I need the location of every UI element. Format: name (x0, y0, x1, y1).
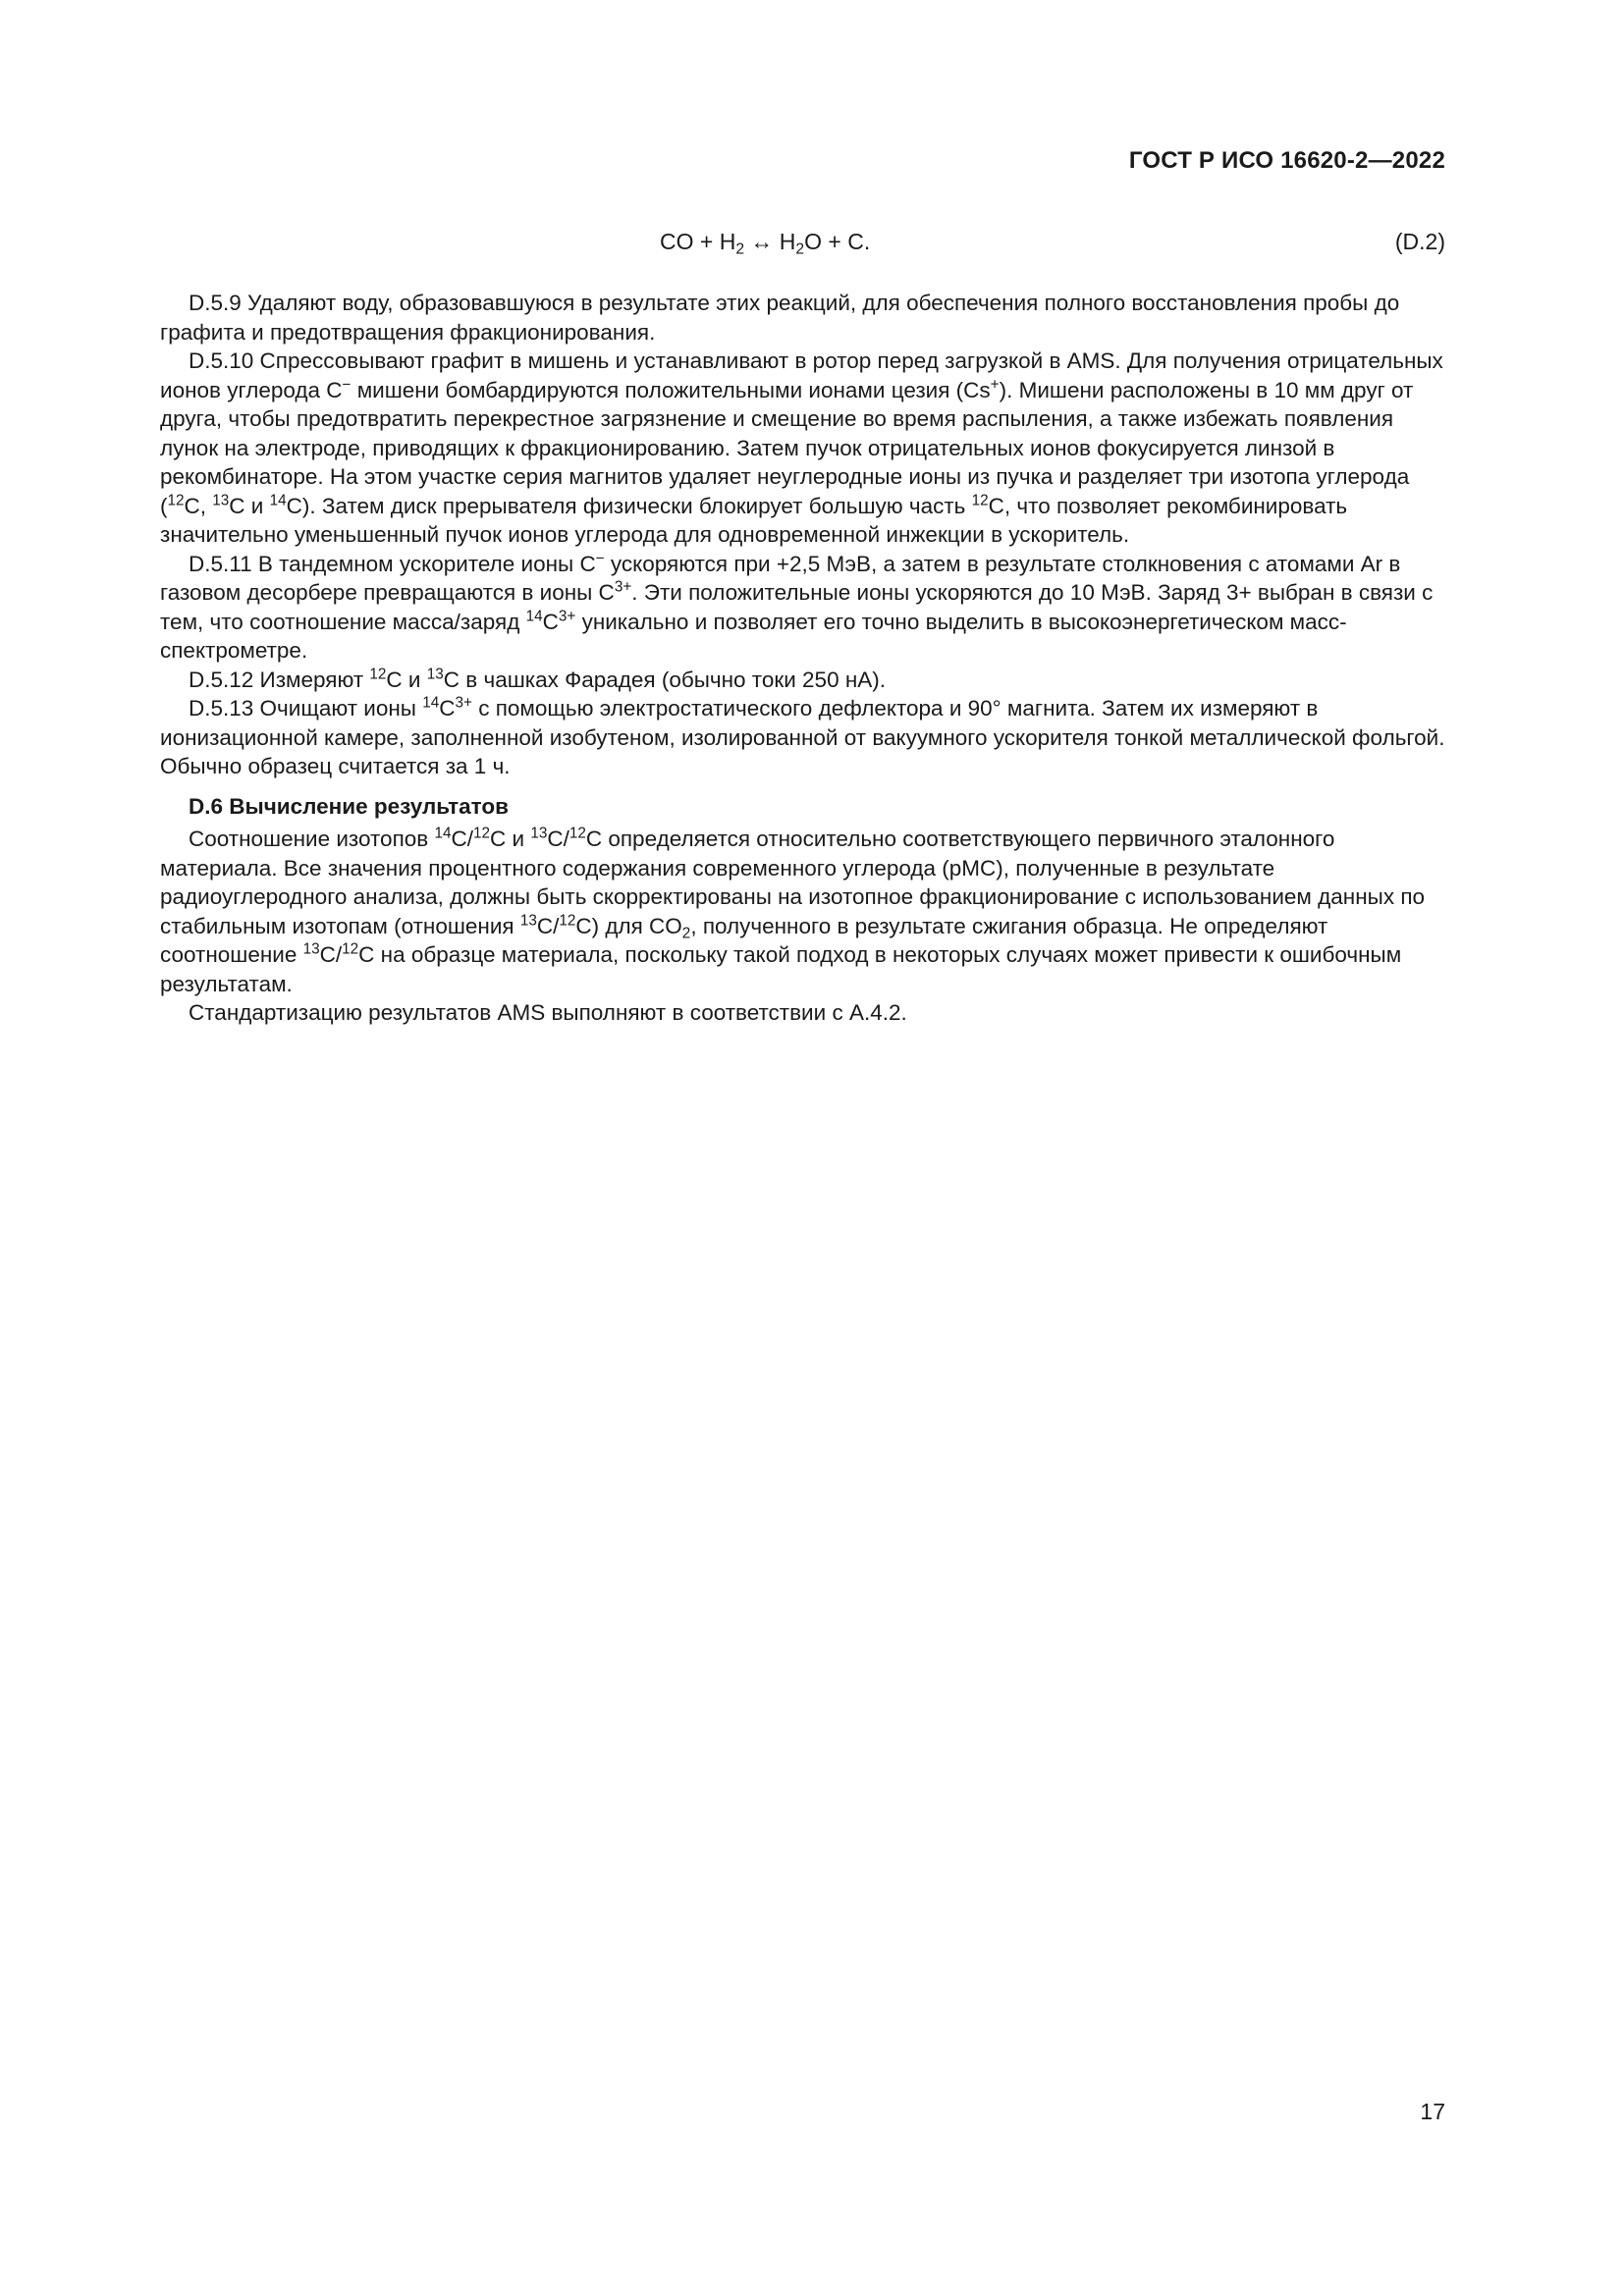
document-code-header: ГОСТ Р ИСО 16620-2—2022 (1128, 147, 1445, 174)
superscript: 12 (369, 666, 387, 683)
eq-rhs: O + C. (804, 229, 871, 254)
section-number: D.6 (189, 793, 224, 819)
text-run: Соотношение изотопов (189, 827, 435, 851)
paragraph-d-5-12 (160, 666, 1445, 695)
text-run: C (542, 609, 559, 634)
superscript: 12 (559, 912, 576, 930)
eq-sub: 2 (735, 240, 745, 258)
superscript: 14 (525, 608, 543, 625)
text-run: D.5.13 Очищают ионы (189, 696, 423, 721)
text-run: C и (490, 827, 531, 851)
text-run: уникально и позволяет его точно выделить в высокоэнергетическом масс-спектрометре. (160, 609, 1347, 663)
superscript: 3+ (455, 694, 472, 712)
text-run: C и (229, 493, 270, 518)
superscript: 14 (434, 825, 452, 842)
eq-sub: 2 (795, 240, 805, 258)
superscript: 3+ (558, 608, 576, 625)
superscript: 12 (167, 492, 185, 509)
superscript: + (990, 376, 1000, 394)
paragraph-d-6-isotope-ratio (160, 825, 1445, 998)
text-run: . Эти положительные ионы ускоряются до 10 МэВ. Заряд 3+ выбран в связи с тем, что соотношение масса/заряд (160, 580, 1434, 634)
superscript: 13 (212, 492, 230, 509)
superscript: 12 (342, 940, 359, 958)
text-run: C/ (547, 827, 569, 851)
paragraph-d-6-standardization: Стандартизацию результатов AMS выполняют в соответствии с А.4.2. (189, 1000, 907, 1025)
paragraph-d-5-10 (160, 347, 1445, 550)
superscript: − (595, 550, 605, 567)
superscript: − (342, 376, 352, 394)
text-run: C в чашках Фарадея (обычно токи 250 нА). (443, 667, 887, 692)
text-run: C, (184, 493, 213, 518)
text-run: ускоряются при +2,5 МэВ, а затем в результате столкновения с атомами Ar в газовом десорбере превращаются в ионы C (160, 551, 1401, 605)
text-run: C/ (319, 942, 343, 967)
eq-arrow: ↔ H (744, 229, 796, 254)
superscript: 14 (269, 492, 287, 509)
eq-lhs: CO + H (660, 229, 736, 254)
equation-number: (D.2) (1394, 229, 1445, 254)
text-run: D.5.12 Измеряют (189, 667, 370, 692)
superscript: 13 (530, 825, 548, 842)
text-run: D.5.11 В тандемном ускорителе ионы C (189, 551, 596, 576)
text-run: , полученного в результате сжигания образца. Не определяют соотношение (160, 913, 1328, 967)
text-run: C/ (451, 827, 473, 851)
text-run: C и (386, 667, 427, 692)
text-run: C/ (536, 913, 560, 938)
text-run: ). Мишени расположены в 10 мм друг от друга, чтобы предотвратить перекрестное загрязнение и смещение во время распыления, а также избежать появления лунок на электроде, приводящих к фракционированию. Затем пучок отрицательных ионов фокусируется линзой в рекомбинаторе. На этом участке серия магнитов удаляет неуглеродные ионы из пучка и разделяет три изотопа углерода ( (160, 377, 1414, 518)
superscript: 13 (302, 940, 320, 958)
text-run: C) для CO (575, 913, 682, 938)
text-run: с помощью электростатического дефлектора и 90° магнита. Затем их измеряют в ионизационной камере, заполненной изобутеном, изолированной от вакуумного ускорителя тонкой металлической фольгой. Обычно образец считается за 1 ч. (160, 696, 1445, 778)
paragraph-d-5-9: D.5.9 Удаляют воду, образовавшуюся в результате этих реакций, для обеспечения полного восстановления пробы до графита и предотвращения фракционирования. (160, 291, 1400, 345)
superscript: 3+ (614, 578, 632, 596)
text-run: D.5.10 Спрессовывают графит в мишень и устанавливают в ротор перед загрузкой в AMS. Для получения отрицательных ионов углерода C (160, 348, 1443, 402)
superscript: 12 (568, 825, 586, 842)
paragraph-d-5-13 (160, 694, 1445, 781)
section-heading-d-6 (160, 792, 1445, 822)
text-run: C (439, 696, 456, 721)
equation-d2 (0, 229, 1624, 262)
text-run: C). Затем диск прерывателя физически блокирует большую часть (286, 493, 972, 518)
superscript: 13 (519, 912, 537, 930)
subscript: 2 (681, 925, 691, 942)
superscript: 14 (422, 694, 440, 712)
superscript: 13 (426, 666, 444, 683)
section-title: Вычисление результатов (229, 793, 509, 819)
equation-formula (660, 229, 871, 258)
paragraph-d-5-11 (160, 550, 1445, 666)
page-number: 17 (1420, 2099, 1445, 2124)
document-body (160, 289, 1445, 1028)
superscript: 12 (472, 825, 490, 842)
text-run: C на образце материала, поскольку такой подход в некоторых случаях может привести к ошибочным результатам. (160, 942, 1402, 996)
text-run: мишени бомбардируются положительными ионами цезия (Cs (351, 377, 991, 402)
text-run: C определяется относительно соответствующего первичного эталонного материала. Все значения процентного содержания современного углерода (pMC), полученные в результате радиоуглеродного анализа, должны быть скорректированы на изотопное фракционирование с использованием данных по стабильным изотопам (отношения (160, 827, 1426, 938)
text-run: C, что позволяет рекомбинировать значительно уменьшенный пучок ионов углерода для одновременной инжекции в ускоритель. (160, 493, 1348, 547)
superscript: 12 (971, 492, 989, 509)
